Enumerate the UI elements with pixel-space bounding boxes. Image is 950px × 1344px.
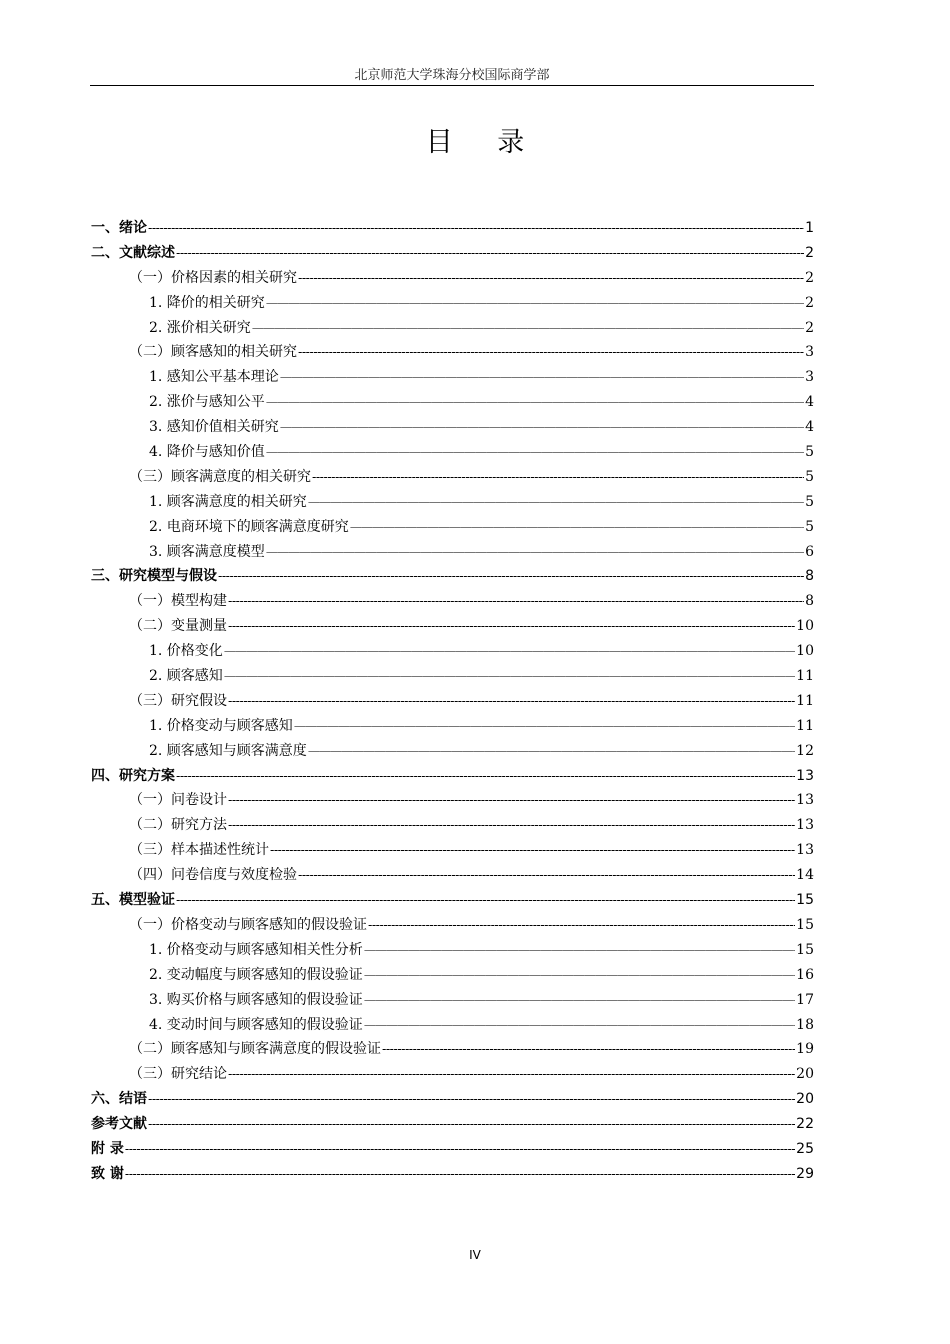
toc-leader-dots: [298, 863, 795, 888]
toc-leader-dots: [280, 415, 804, 440]
toc-title: 目 录: [425, 127, 543, 158]
toc-entry[interactable]: [91, 963, 814, 988]
toc-leader-dots: [218, 564, 804, 589]
toc-entry[interactable]: [91, 564, 814, 589]
toc-leader-dots: [266, 540, 804, 565]
toc-entry-page: 16: [796, 966, 814, 983]
toc-entry-label: 1. 感知公平基本理论: [149, 369, 279, 386]
toc-entry-page: 10: [796, 618, 814, 635]
toc-entry-label: 1. 价格变动与顾客感知相关性分析: [149, 941, 363, 958]
toc-entry-label: （三）研究假设: [129, 692, 227, 709]
toc-entry[interactable]: [91, 988, 814, 1013]
toc-entry-page: 2: [805, 269, 814, 286]
toc-entry-page: 6: [805, 543, 814, 560]
toc-entry-label: 2. 涨价相关研究: [149, 319, 251, 336]
toc-leader-dots: [228, 1062, 795, 1087]
toc-entry[interactable]: [91, 788, 814, 813]
toc-entry-page: 22: [796, 1116, 814, 1133]
toc-leader-dots: [228, 589, 804, 614]
page-number: IV: [469, 1248, 481, 1262]
toc-leader-dots: [224, 639, 795, 664]
toc-entry[interactable]: [91, 938, 814, 963]
toc-entry-page: 18: [796, 1016, 814, 1033]
toc-entry[interactable]: [91, 440, 814, 465]
toc-entry-page: 8: [805, 593, 814, 610]
toc-entry-page: 13: [796, 792, 814, 809]
toc-entry-page: 13: [796, 842, 814, 859]
toc-leader-dots: [252, 316, 804, 341]
toc-entry-label: 二、文献综述: [91, 244, 175, 261]
toc-entry-page: 15: [796, 892, 814, 909]
toc-entry[interactable]: [91, 664, 814, 689]
toc-entry[interactable]: [91, 764, 814, 789]
toc-leader-dots: [266, 440, 804, 465]
toc-entry[interactable]: [91, 390, 814, 415]
toc-entry-page: 2: [805, 319, 814, 336]
toc-entry-label: （二）顾客感知与顾客满意度的假设验证: [129, 1041, 381, 1058]
toc-entry-label: （一）问卷设计: [129, 792, 227, 809]
toc-entry[interactable]: [91, 216, 814, 241]
toc-leader-dots: [368, 913, 795, 938]
toc-entry-label: 参考文献: [91, 1116, 147, 1133]
toc-entry-label: 1. 价格变动与顾客感知: [149, 717, 293, 734]
toc-entry[interactable]: [91, 913, 814, 938]
toc-leader-dots: [148, 1087, 795, 1112]
toc-entry[interactable]: [91, 589, 814, 614]
toc-entry-label: 2. 顾客感知与顾客满意度: [149, 742, 307, 759]
toc-leader-dots: [298, 266, 804, 291]
toc-entry[interactable]: [91, 614, 814, 639]
toc-entry-page: 25: [796, 1140, 814, 1157]
toc-entry-label: （一）模型构建: [129, 593, 227, 610]
toc-entry-label: 1. 价格变化: [149, 643, 223, 660]
toc-leader-dots: [312, 465, 804, 490]
toc-leader-dots: [350, 515, 804, 540]
toc-entry-page: 4: [805, 394, 814, 411]
toc-entry-label: 4. 降价与感知价值: [149, 444, 265, 461]
toc-entry-page: 11: [796, 692, 814, 709]
toc-leader-dots: [294, 714, 795, 739]
toc-entry-page: 5: [805, 444, 814, 461]
toc-entry[interactable]: [91, 365, 814, 390]
toc-entry-label: 1. 降价的相关研究: [149, 294, 265, 311]
toc-leader-dots: [364, 963, 795, 988]
toc-entry[interactable]: [91, 465, 814, 490]
toc-entry-label: 2. 变动幅度与顾客感知的假设验证: [149, 966, 363, 983]
toc-entry-page: 5: [805, 468, 814, 485]
page-header: 北京师范大学珠海分校国际商学部: [354, 68, 550, 83]
toc-entry-page: 15: [796, 916, 814, 933]
toc-entry-label: （三）样本描述性统计: [129, 842, 269, 859]
toc-entry[interactable]: [91, 863, 814, 888]
toc-leader-dots: [148, 1112, 795, 1137]
toc-entry[interactable]: [91, 639, 814, 664]
toc-entry-page: 13: [796, 817, 814, 834]
toc-entry[interactable]: [91, 515, 814, 540]
toc-entry-label: 致 谢: [91, 1165, 124, 1182]
toc-entry-label: （二）变量测量: [129, 618, 227, 635]
toc-leader-dots: [308, 490, 804, 515]
toc-leader-dots: [125, 1137, 795, 1162]
toc-entry-label: 五、模型验证: [91, 892, 175, 909]
toc-entry-label: （二）研究方法: [129, 817, 227, 834]
toc-entry-label: 2. 顾客感知: [149, 668, 223, 685]
toc-entry-label: 2. 涨价与感知公平: [149, 394, 265, 411]
toc-leader-dots: [266, 390, 804, 415]
toc-leader-dots: [364, 1013, 795, 1038]
toc-entry-page: 5: [805, 493, 814, 510]
toc-leader-dots: [228, 788, 795, 813]
header-rule: [90, 85, 814, 86]
toc-leader-dots: [228, 689, 795, 714]
toc-leader-dots: [382, 1037, 795, 1062]
toc-entry-label: （四）问卷信度与效度检验: [129, 867, 297, 884]
toc-leader-dots: [224, 664, 795, 689]
toc-entry[interactable]: [91, 490, 814, 515]
toc-leader-dots: [125, 1162, 795, 1187]
toc-leader-dots: [266, 291, 804, 316]
toc-leader-dots: [176, 888, 795, 913]
toc-entry[interactable]: [91, 241, 814, 266]
toc-entry-page: 20: [796, 1091, 814, 1108]
toc-entry[interactable]: [91, 340, 814, 365]
toc-leader-dots: [176, 764, 795, 789]
toc-entry[interactable]: [91, 739, 814, 764]
toc-entry-page: 2: [805, 244, 814, 261]
toc-entry-label: 3. 感知价值相关研究: [149, 419, 279, 436]
toc-entry-page: 29: [796, 1165, 814, 1182]
toc-entry-page: 11: [796, 668, 814, 685]
toc-entry-page: 17: [796, 991, 814, 1008]
toc-leader-dots: [148, 216, 804, 241]
toc-entry-label: （三）研究结论: [129, 1066, 227, 1083]
toc-entry[interactable]: [91, 1087, 814, 1112]
toc-entry-label: （二）顾客感知的相关研究: [129, 344, 297, 361]
toc-entry-label: （一）价格变动与顾客感知的假设验证: [129, 916, 367, 933]
toc-entry[interactable]: [91, 1162, 814, 1187]
toc-entry-page: 10: [796, 643, 814, 660]
toc-entry[interactable]: [91, 714, 814, 739]
toc-entry-label: 三、研究模型与假设: [91, 568, 217, 585]
toc-entry[interactable]: [91, 291, 814, 316]
toc-entry-page: 20: [796, 1066, 814, 1083]
toc-entry[interactable]: [91, 415, 814, 440]
table-of-contents: [91, 216, 814, 1187]
toc-entry[interactable]: [91, 266, 814, 291]
toc-entry[interactable]: [91, 689, 814, 714]
toc-leader-dots: [228, 614, 795, 639]
toc-entry[interactable]: [91, 1037, 814, 1062]
toc-entry-page: 3: [805, 344, 814, 361]
toc-entry-page: 3: [805, 369, 814, 386]
toc-entry-label: 3. 购买价格与顾客感知的假设验证: [149, 991, 363, 1008]
toc-entry-label: 一、绪论: [91, 220, 147, 236]
toc-entry-label: 附 录: [91, 1140, 124, 1157]
toc-leader-dots: [280, 365, 804, 390]
toc-leader-dots: [364, 938, 795, 963]
toc-entry-label: 四、研究方案: [91, 767, 175, 784]
toc-entry[interactable]: [91, 1137, 814, 1162]
toc-entry-label: 2. 电商环境下的顾客满意度研究: [149, 518, 349, 535]
toc-entry[interactable]: [91, 1013, 814, 1038]
toc-entry[interactable]: [91, 540, 814, 565]
toc-leader-dots: [308, 739, 795, 764]
toc-entry-label: 六、结语: [91, 1091, 147, 1108]
toc-entry-page: 14: [796, 867, 814, 884]
toc-entry-label: 1. 顾客满意度的相关研究: [149, 493, 307, 510]
toc-entry[interactable]: [91, 888, 814, 913]
toc-entry-page: 11: [796, 717, 814, 734]
toc-entry[interactable]: [91, 1112, 814, 1137]
toc-entry-label: 3. 顾客满意度模型: [149, 543, 265, 560]
toc-leader-dots: [176, 241, 804, 266]
toc-entry-page: 12: [796, 742, 814, 759]
toc-entry[interactable]: [91, 316, 814, 341]
toc-entry-page: 1: [805, 220, 814, 236]
toc-leader-dots: [228, 813, 795, 838]
toc-entry-label: （三）顾客满意度的相关研究: [129, 468, 311, 485]
toc-entry-page: 8: [805, 568, 814, 585]
toc-entry-label: 4. 变动时间与顾客感知的假设验证: [149, 1016, 363, 1033]
toc-entry[interactable]: [91, 1062, 814, 1087]
toc-leader-dots: [364, 988, 795, 1013]
toc-entry-page: 19: [796, 1041, 814, 1058]
toc-entry-page: 15: [796, 941, 814, 958]
toc-entry-page: 2: [805, 294, 814, 311]
toc-leader-dots: [270, 838, 795, 863]
toc-entry-label: （一）价格因素的相关研究: [129, 269, 297, 286]
toc-entry[interactable]: [91, 813, 814, 838]
toc-entry-page: 4: [805, 419, 814, 436]
toc-entry-page: 13: [796, 767, 814, 784]
toc-entry[interactable]: [91, 838, 814, 863]
toc-entry-page: 5: [805, 518, 814, 535]
toc-leader-dots: [298, 340, 804, 365]
